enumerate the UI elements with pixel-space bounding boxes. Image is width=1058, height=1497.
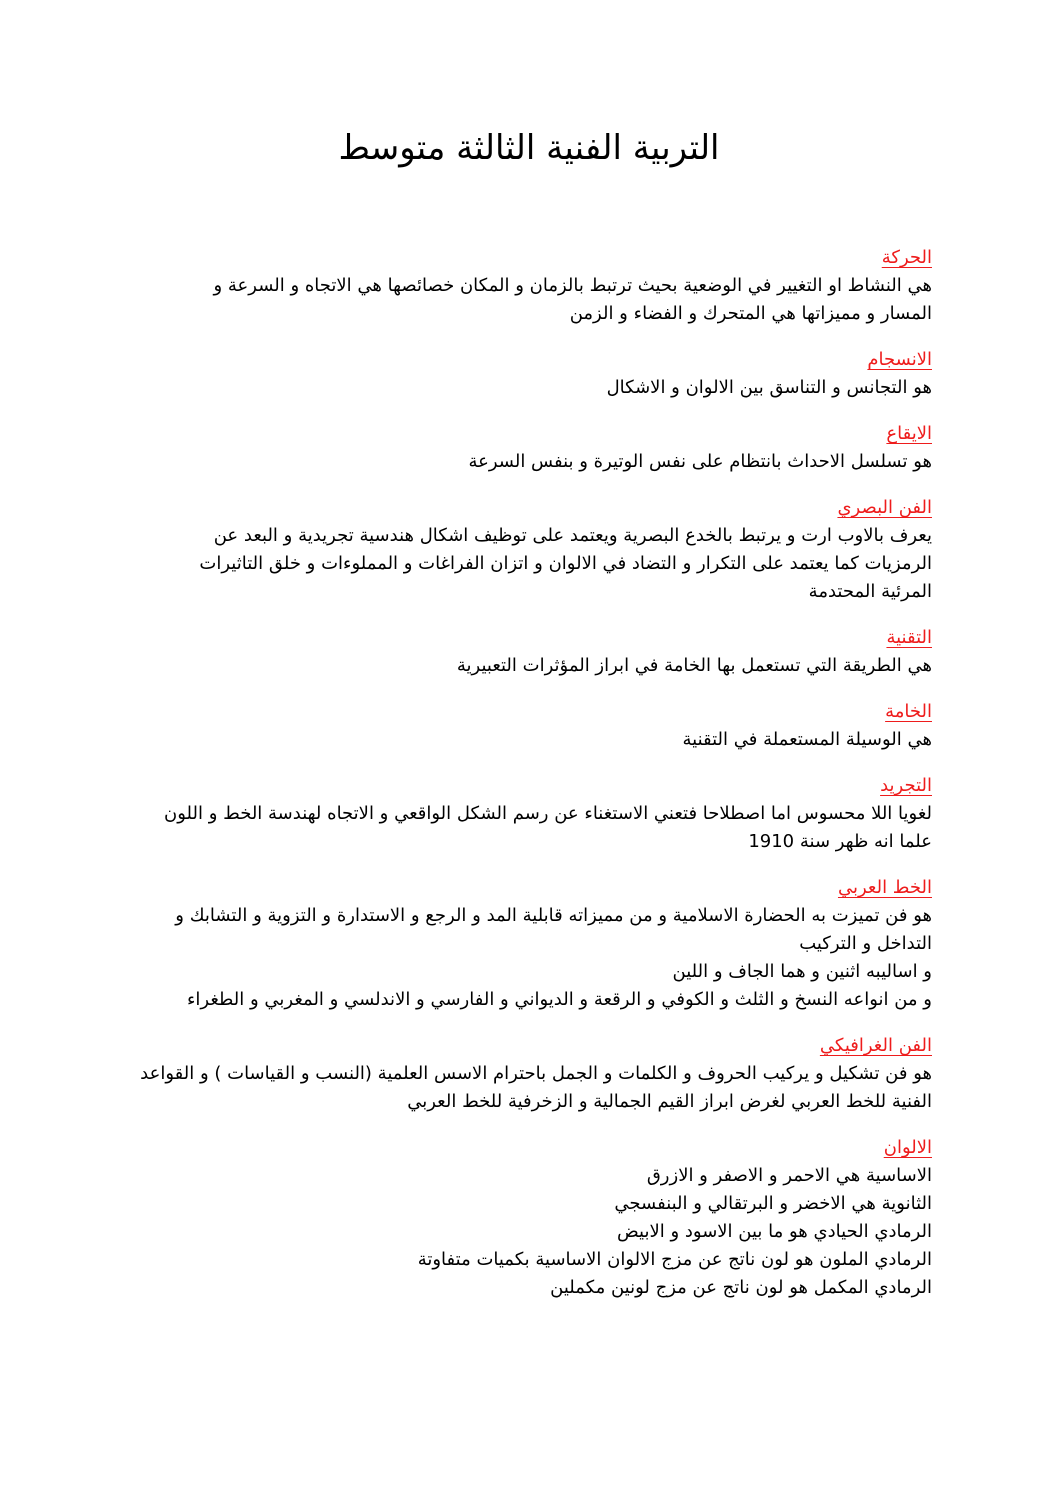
section-text-line: هي الوسيلة المستعملة في التقنية — [682, 729, 932, 750]
section — [132, 494, 932, 606]
section-text-line: الاساسية هي الاحمر و الاصفر و الازرق — [646, 1165, 932, 1186]
section-text-line: التداخل و التركيب — [799, 933, 932, 954]
section-text-line: هو فن تشكيل و يركيب الحروف و الكلمات و الجمل باحترام الاسس العلمية (النسب و القياسات ) و القواعد — [140, 1063, 932, 1084]
section-heading: التجريد — [880, 775, 932, 796]
section-text-line: هو التجانس و التناسق بين الالوان و الاشكال — [606, 377, 932, 398]
section-heading: التقنية — [886, 627, 932, 648]
section — [132, 244, 932, 328]
section-heading: الالوان — [883, 1137, 932, 1158]
section-heading: الفن البصري — [837, 497, 932, 518]
section-heading: الايقاع — [886, 423, 932, 444]
section — [132, 420, 932, 476]
section-text-line: الرمادي الملون هو لون ناتج عن مزج الالوان الاساسية بكميات متفاوتة — [417, 1249, 932, 1270]
section-text-line: الثانوية هي الاخضر و البرتقالي و البنفسجي — [614, 1193, 932, 1214]
section-text-line: و من انواعه النسخ و الثلث و الكوفي و الرقعة و الديواني و الفارسي و الاندلسي و المغربي و الطغراء — [186, 989, 932, 1010]
section-heading: الحركة — [881, 247, 932, 268]
section — [132, 346, 932, 402]
section — [132, 624, 932, 680]
section-text-line: الرمزيات كما يعتمد على التكرار و التضاد في الالوان و اتزان الفراغات و المملوءات و خلق التاثيرات — [199, 553, 932, 574]
section-text-line: المرئية المحتدمة — [808, 581, 932, 602]
section-heading: الخط العربي — [837, 877, 932, 898]
section-heading: الانسجام — [867, 349, 932, 370]
section — [132, 1134, 932, 1302]
section — [132, 874, 932, 1014]
section-text-line: الرمادي الحيادي هو ما بين الاسود و الابيض — [617, 1221, 932, 1242]
section-text-line: لغويا اللا محسوس اما اصطلاحا فتعني الاستغناء عن رسم الشكل الواقعي و الاتجاه لهندسة الخط و اللون — [164, 803, 932, 824]
section-text-line: هو فن تميزت به الحضارة الاسلامية و من مميزاته قابلية المد و الرجع و الاستدارة و التزوية و التشابك و — [175, 905, 932, 926]
document-content — [132, 244, 932, 1320]
section — [132, 772, 932, 856]
section-text-line: هي النشاط او التغيير في الوضعية بحيث ترتبط بالزمان و المكان خصائصها هي الاتجاه و السرعة و — [213, 275, 932, 296]
section-text-line: هي الطريقة التي تستعمل بها الخامة في ابراز المؤثرات التعبيرية — [456, 655, 932, 676]
section-text-line: و اساليبه اثنين و هما الجاف و اللين — [672, 961, 932, 982]
section-text-line: هو تسلسل الاحداث بانتظام على نفس الوتيرة و بنفس السرعة — [468, 451, 932, 472]
section — [132, 698, 932, 754]
section-text-line: الرمادي المكمل هو لون ناتج عن مزج لونين مكملين — [550, 1277, 932, 1298]
section-text-line: يعرف بالاوب ارت و يرتبط بالخدع البصرية ويعتمد على توظيف اشكال هندسية تجريدية و البعد عن — [213, 525, 932, 546]
section-text-line: علما انه ظهر سنة 1910 — [748, 831, 932, 852]
section-text-line: الفنية للخط العربي لغرض ابراز القيم الجمالية و الزخرفية للخط العربي — [407, 1091, 932, 1112]
section-heading: الفن الغرافيكي — [819, 1035, 932, 1056]
section-heading: الخامة — [885, 701, 932, 722]
section-text-line: المسار و مميزاتها هي المتحرك و الفضاء و الزمن — [569, 303, 932, 324]
page-title: التربية الفنية الثالثة متوسط — [338, 128, 720, 168]
section — [132, 1032, 932, 1116]
